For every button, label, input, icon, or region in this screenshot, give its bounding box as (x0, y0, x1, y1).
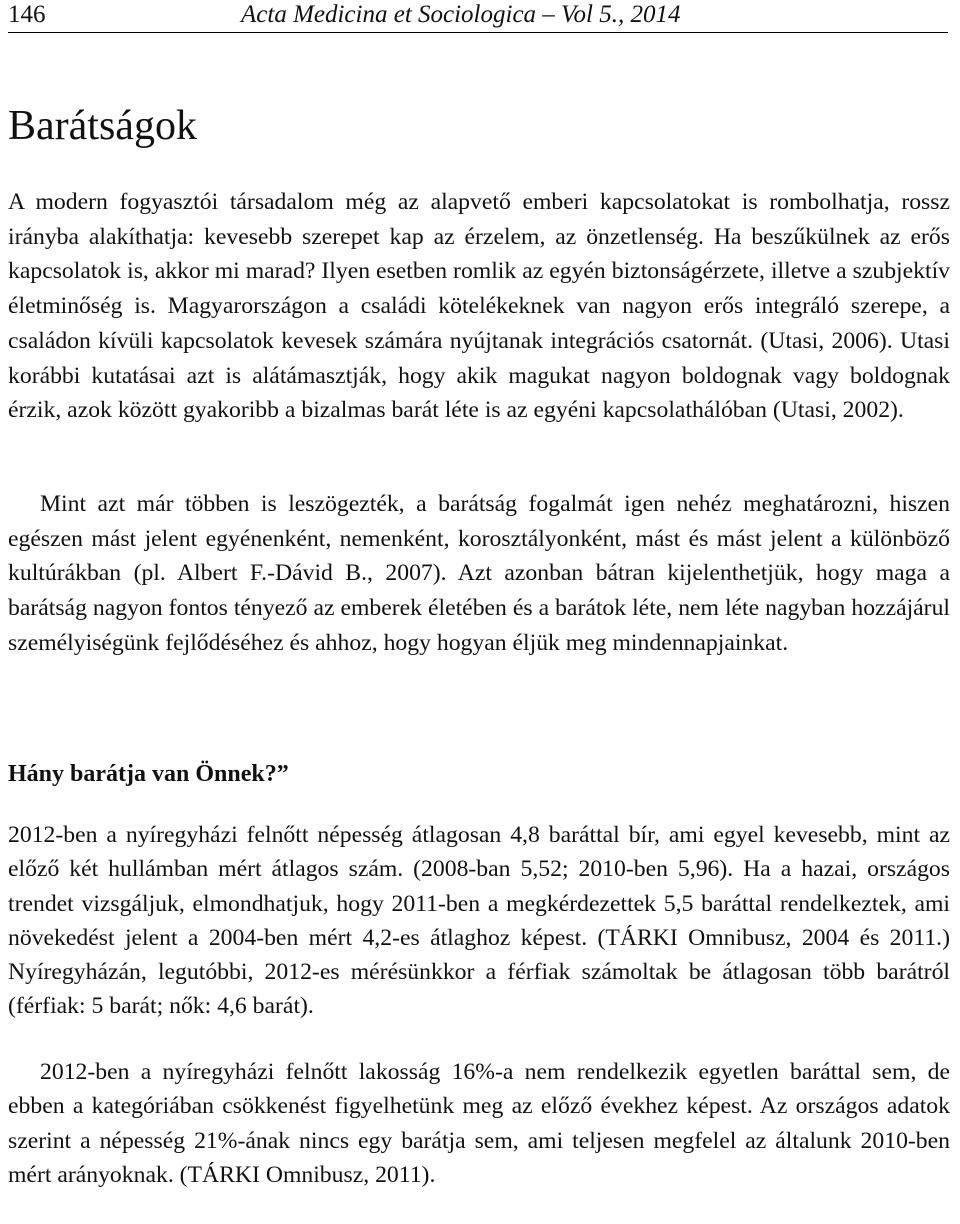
body-paragraph: 2012-ben a nyíregyházi felnőtt népesség átlagosan 4,8 baráttal bír, ami egyel kevesebb, mint az előző két hullámban mért átlagos szám. (2008-ban 5,52; 2010-ben 5,96). Ha a hazai, országos trendet vizsgáljuk, elmondhatjuk, hogy 2011-ben a megkérdezettek 5,5 baráttal rendelkeztek, ami növekedést jelent a 2004-ben mért 4,2-es átlaghoz képest. (TÁRKI Omnibusz, 2004 és 2011.) Nyíregyházán, legutóbbi, 2012-es mérésünkkor a férfiak számoltak be átlagosan több barátról (férfiak: 5 barát; nők: 4,6 barát). (8, 822, 950, 1020)
body-paragraph: Mint azt már többen is leszögezték, a barátság fogalmát igen nehéz meghatározni, hiszen egészen mást jelent egyénenként, nemenként, korosztályonként, mást és mást jelent a különböző kultúrákban (pl. Albert F.-Dávid B., 2007). Azt azonban bátran kijelenthetjük, hogy maga a barátság nagyon fontos tényező az emberek életében és a barátok léte, nem léte nagyban hozzájárul személyiségünk fejlődéséhez és ahhoz, hogy hogyan éljük meg mindennapjainkat. (8, 491, 950, 656)
body-paragraph: A modern fogyasztói társadalom még az alapvető emberi kapcsolatokat is rombolhatja, rossz irányba alakíthatja: kevesebb szerepet kap az érzelem, az önzetlenség. Ha beszűkülnek az erős kapcsolatok is, akkor mi marad? Ilyen esetben romlik az egyén biztonságérzete, illetve a szubjektív életminőség is. Magyarországon a családi kötelékeknek van nagyon erős integráló szerepe, a családon kívüli kapcsolatok kevesek számára nyújtanak integrációs csatornát. (Utasi, 2006). Utasi korábbi kutatásai azt is alátámasztják, hogy akik magukat nagyon boldognak vagy boldognak érzik, azok között gyakoribb a bizalmas barát léte is az egyéni kapcsolathálóban (Utasi, 2002). (8, 189, 950, 424)
page-number: 146 (8, 1, 46, 28)
journal-title: Acta Medicina et Sociologica – Vol 5., 2014 (241, 1, 681, 28)
running-header (8, 0, 948, 33)
subsection-heading: Hány barátja van Önnek?” (8, 761, 289, 787)
section-title: Barátságok (8, 103, 197, 149)
body-paragraph: 2012-ben a nyíregyházi felnőtt lakosság 16%-a nem rendelkezik egyetlen baráttal sem, de ebben a kategóriában csökkenést figyelhetünk meg az előző évekhez képest. Az országos adatok szerint a népesség 21%-ának nincs egy barátja sem, ami teljesen megfelel az általunk 2010-ben mért arányoknak. (TÁRKI Omnibusz, 2011). (8, 1059, 950, 1188)
